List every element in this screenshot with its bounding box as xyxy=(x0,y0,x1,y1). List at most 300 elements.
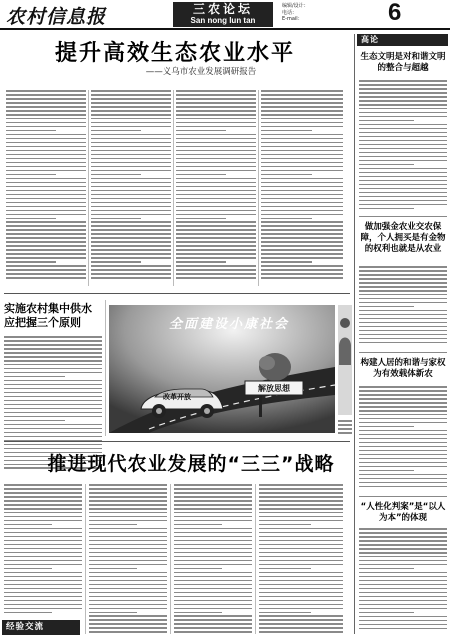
text-line xyxy=(261,130,312,132)
text-line xyxy=(359,314,447,316)
text-line xyxy=(359,302,447,304)
text-line xyxy=(359,486,447,488)
text-line xyxy=(89,556,167,558)
text-line xyxy=(6,241,86,243)
paper-name: 农村信息报 xyxy=(6,6,107,28)
text-line xyxy=(259,568,311,570)
text-line xyxy=(261,218,312,220)
text-line xyxy=(4,436,102,438)
text-line xyxy=(4,556,82,558)
text-line xyxy=(359,474,447,476)
text-line xyxy=(359,282,447,284)
text-line xyxy=(261,170,343,172)
text-line xyxy=(261,182,343,184)
text-line xyxy=(4,444,102,446)
text-line xyxy=(176,245,256,247)
text-line xyxy=(359,88,447,90)
text-line xyxy=(91,166,171,168)
text-line xyxy=(176,134,256,136)
text-line xyxy=(174,592,252,594)
text-line xyxy=(359,604,447,606)
text-line xyxy=(176,269,256,271)
text-line xyxy=(359,326,447,328)
column-rule xyxy=(4,293,350,294)
text-line xyxy=(6,138,86,140)
text-line xyxy=(174,564,252,566)
text-line xyxy=(91,206,171,208)
text-line xyxy=(6,202,86,204)
text-line xyxy=(359,386,447,388)
text-line xyxy=(89,516,167,518)
text-line xyxy=(6,150,86,152)
text-line xyxy=(261,118,343,120)
text-line xyxy=(174,548,252,550)
text-line xyxy=(261,122,343,124)
text-line xyxy=(261,126,343,128)
text-line xyxy=(261,178,343,180)
text-line xyxy=(4,428,102,430)
text-line xyxy=(174,580,252,582)
text-line xyxy=(359,172,447,174)
text-line xyxy=(89,584,167,586)
text-line xyxy=(359,298,447,300)
text-line xyxy=(6,186,86,188)
text-line xyxy=(91,90,171,92)
text-line xyxy=(359,84,447,86)
text-line xyxy=(174,496,252,498)
text-line xyxy=(359,430,447,432)
text-line xyxy=(259,532,343,534)
text-line xyxy=(176,241,256,243)
text-line xyxy=(6,229,86,231)
text-line xyxy=(89,504,167,506)
text-line xyxy=(261,186,343,188)
text-line xyxy=(91,126,171,128)
lead-article-body xyxy=(91,90,171,281)
text-line xyxy=(91,190,171,192)
text-line xyxy=(359,466,447,468)
text-line xyxy=(259,488,343,490)
text-line xyxy=(91,237,171,239)
text-line xyxy=(89,627,167,629)
text-line xyxy=(6,249,86,251)
text-line xyxy=(261,257,343,259)
text-line xyxy=(259,552,343,554)
text-line xyxy=(4,392,102,394)
text-line xyxy=(91,162,171,164)
text-line xyxy=(89,540,167,542)
text-line xyxy=(6,166,86,168)
text-line xyxy=(259,516,343,518)
text-line xyxy=(359,310,447,312)
text-line xyxy=(259,496,343,498)
text-line xyxy=(4,396,102,398)
text-line xyxy=(261,114,343,116)
text-line xyxy=(359,544,447,546)
text-line xyxy=(4,576,82,578)
text-line xyxy=(359,576,447,578)
text-line xyxy=(176,146,256,148)
text-line xyxy=(359,318,447,320)
text-line xyxy=(4,600,82,602)
text-line xyxy=(91,229,171,231)
text-line xyxy=(176,253,256,255)
text-line xyxy=(6,194,86,196)
text-line xyxy=(359,454,447,456)
text-line xyxy=(6,273,86,275)
bottom-article-body xyxy=(259,484,343,635)
text-line xyxy=(259,484,343,486)
text-line xyxy=(4,596,82,598)
text-line xyxy=(259,619,343,621)
text-line xyxy=(91,130,141,132)
text-line xyxy=(359,278,447,280)
text-line xyxy=(91,94,171,96)
text-line xyxy=(6,218,56,220)
text-line xyxy=(261,166,343,168)
text-line xyxy=(176,142,256,144)
text-line xyxy=(359,180,447,182)
text-line xyxy=(259,548,343,550)
text-line xyxy=(176,154,256,156)
text-line xyxy=(359,426,414,428)
text-line xyxy=(259,528,343,530)
text-line xyxy=(359,450,447,452)
text-line xyxy=(91,202,171,204)
text-line xyxy=(261,194,343,196)
text-line xyxy=(176,158,256,160)
right-item-body xyxy=(359,386,447,490)
text-line xyxy=(359,184,447,186)
text-line xyxy=(6,162,86,164)
text-line xyxy=(4,588,82,590)
right-item-rule xyxy=(359,352,447,353)
text-line xyxy=(261,106,343,108)
text-line xyxy=(176,229,256,231)
text-line xyxy=(89,528,167,530)
text-line xyxy=(359,204,447,206)
lead-headline: 提升高效生态农业水平 xyxy=(54,41,295,66)
text-line xyxy=(261,269,343,271)
text-line xyxy=(6,206,86,208)
text-line xyxy=(174,615,252,617)
text-line xyxy=(6,190,86,192)
text-line xyxy=(91,174,141,176)
text-line xyxy=(176,150,256,152)
section-rule xyxy=(4,441,350,442)
text-line xyxy=(259,612,311,614)
text-line xyxy=(261,154,343,156)
text-line xyxy=(174,516,252,518)
text-line xyxy=(4,496,82,498)
text-line xyxy=(261,229,343,231)
text-line xyxy=(359,140,447,142)
text-line xyxy=(359,442,447,444)
text-line xyxy=(6,269,86,271)
text-line xyxy=(4,608,82,610)
text-line xyxy=(6,265,86,267)
text-line xyxy=(89,492,167,494)
text-line xyxy=(261,98,343,100)
text-line xyxy=(359,112,447,114)
text-line xyxy=(6,245,86,247)
right-column-banner: 高论 xyxy=(357,34,448,46)
text-line xyxy=(359,338,447,340)
text-line xyxy=(174,572,252,574)
text-line xyxy=(4,532,82,534)
text-line xyxy=(259,504,343,506)
text-line xyxy=(4,504,82,506)
text-line xyxy=(261,233,343,235)
text-line xyxy=(259,592,343,594)
text-line xyxy=(261,146,343,148)
text-line xyxy=(259,556,343,558)
text-line xyxy=(4,592,82,594)
text-line xyxy=(261,253,343,255)
text-line xyxy=(4,352,102,354)
text-line xyxy=(4,416,102,418)
text-line xyxy=(91,273,171,275)
text-line xyxy=(259,524,311,526)
text-line xyxy=(261,273,343,275)
text-line xyxy=(176,261,226,263)
text-line xyxy=(4,492,82,494)
text-line xyxy=(6,210,86,212)
text-line xyxy=(174,560,252,562)
text-line xyxy=(261,225,343,227)
right-item-headline: 生态文明是对和谐文明的整合与超越 xyxy=(360,52,446,73)
text-line xyxy=(261,142,343,144)
text-line xyxy=(359,334,447,336)
text-line xyxy=(89,619,167,621)
text-line xyxy=(359,192,447,194)
text-line xyxy=(91,277,171,279)
text-line xyxy=(91,198,171,200)
text-line xyxy=(176,233,256,235)
text-line xyxy=(359,620,447,622)
text-line xyxy=(91,138,171,140)
text-line xyxy=(89,508,167,510)
text-line xyxy=(359,532,447,534)
text-line xyxy=(261,90,343,92)
text-line xyxy=(4,384,102,386)
text-line xyxy=(89,612,137,614)
issue-info-line: 编辑/设计： xyxy=(282,3,309,9)
text-line xyxy=(4,488,82,490)
text-line xyxy=(174,568,222,570)
text-line xyxy=(176,118,256,120)
text-line xyxy=(6,126,86,128)
text-line xyxy=(4,548,82,550)
text-line xyxy=(261,221,343,223)
text-line xyxy=(259,604,343,606)
text-line xyxy=(359,616,447,618)
text-line xyxy=(359,164,414,166)
text-line xyxy=(89,496,167,498)
text-line xyxy=(6,233,86,235)
text-line xyxy=(4,408,102,410)
text-line xyxy=(4,424,102,426)
text-line xyxy=(174,540,252,542)
right-item-body xyxy=(359,80,447,211)
text-line xyxy=(359,108,447,110)
text-line xyxy=(89,592,167,594)
section-pinyin: San nong lun tan xyxy=(190,16,256,25)
sidebar-headline: 实施农村集中供水应把握三个原则 xyxy=(4,302,92,329)
text-line xyxy=(176,265,256,267)
text-line xyxy=(4,432,102,434)
page-number: 6 xyxy=(388,0,402,26)
text-line xyxy=(359,322,447,324)
text-line xyxy=(359,458,447,460)
text-line xyxy=(4,520,82,522)
text-line xyxy=(4,552,82,554)
text-line xyxy=(259,500,343,502)
text-line xyxy=(176,102,256,104)
text-line xyxy=(4,348,102,350)
text-line xyxy=(174,600,252,602)
text-line xyxy=(359,148,447,150)
text-line xyxy=(89,596,167,598)
text-line xyxy=(259,544,343,546)
section-tag-banner: 经验交流 xyxy=(2,620,80,635)
text-line xyxy=(359,556,447,558)
illustration-side-text xyxy=(338,420,352,436)
text-line xyxy=(359,132,447,134)
text-line xyxy=(6,106,86,108)
text-line xyxy=(91,221,171,223)
issue-info-line: E-mail： xyxy=(282,16,303,23)
text-line xyxy=(4,536,82,538)
text-line xyxy=(89,600,167,602)
text-line xyxy=(359,482,447,484)
text-line xyxy=(4,524,52,526)
text-line xyxy=(4,404,102,406)
column-rule xyxy=(258,90,259,286)
text-line xyxy=(359,188,447,190)
text-line xyxy=(176,174,226,176)
text-line xyxy=(176,249,256,251)
text-line xyxy=(89,552,167,554)
text-line xyxy=(4,340,102,342)
text-line xyxy=(89,520,167,522)
text-line xyxy=(91,257,171,259)
text-line xyxy=(359,286,447,288)
text-line xyxy=(6,214,86,216)
text-line xyxy=(91,106,171,108)
text-line xyxy=(359,410,447,412)
author-photo-art xyxy=(338,305,352,415)
text-line xyxy=(176,98,256,100)
text-line xyxy=(338,432,352,434)
text-line xyxy=(174,608,252,610)
text-line xyxy=(359,600,447,602)
text-line xyxy=(6,154,86,156)
text-line xyxy=(359,462,447,464)
text-line xyxy=(176,130,226,132)
text-line xyxy=(359,446,447,448)
bottom-article-body xyxy=(89,484,167,635)
text-line xyxy=(359,128,447,130)
text-line xyxy=(261,102,343,104)
text-line xyxy=(176,110,256,112)
text-line xyxy=(259,572,343,574)
text-line xyxy=(259,596,343,598)
issue-info-line: 电话： xyxy=(282,9,298,16)
text-line xyxy=(338,420,352,422)
text-line xyxy=(261,158,343,160)
text-line xyxy=(174,619,252,621)
text-line xyxy=(259,536,343,538)
text-line xyxy=(4,400,102,402)
text-line xyxy=(4,564,82,566)
text-line xyxy=(259,608,343,610)
text-line xyxy=(91,265,171,267)
text-line xyxy=(174,500,252,502)
text-line xyxy=(4,368,102,370)
text-line xyxy=(359,422,447,424)
lead-article-body xyxy=(6,90,86,281)
text-line xyxy=(261,206,343,208)
column-rule xyxy=(105,300,106,436)
lead-article-body xyxy=(261,90,343,281)
text-line xyxy=(261,245,343,247)
text-line xyxy=(6,158,86,160)
text-line xyxy=(176,206,256,208)
text-line xyxy=(89,524,137,526)
text-line xyxy=(89,512,167,514)
text-line xyxy=(359,548,447,550)
text-line xyxy=(359,584,447,586)
text-line xyxy=(359,306,414,308)
text-line xyxy=(176,237,256,239)
text-line xyxy=(89,500,167,502)
text-line xyxy=(338,424,352,426)
text-line xyxy=(259,560,343,562)
text-line xyxy=(261,277,343,279)
text-line xyxy=(6,174,56,176)
text-line xyxy=(6,198,86,200)
text-line xyxy=(359,294,447,296)
text-line xyxy=(359,92,447,94)
text-line xyxy=(6,237,86,239)
text-line xyxy=(4,584,82,586)
text-line xyxy=(89,580,167,582)
right-item-body xyxy=(359,266,447,346)
text-line xyxy=(174,627,252,629)
text-line xyxy=(359,470,414,472)
text-line xyxy=(176,190,256,192)
text-line xyxy=(174,492,252,494)
text-line xyxy=(259,580,343,582)
text-line xyxy=(174,588,252,590)
text-line xyxy=(4,380,102,382)
right-item-rule xyxy=(359,216,447,217)
text-line xyxy=(174,484,252,486)
text-line xyxy=(174,552,252,554)
text-line xyxy=(261,174,312,176)
text-line xyxy=(91,218,141,220)
text-line xyxy=(91,210,171,212)
text-line xyxy=(91,225,171,227)
text-line xyxy=(359,580,447,582)
text-line xyxy=(174,524,222,526)
text-line xyxy=(91,102,171,104)
text-line xyxy=(359,270,447,272)
text-line xyxy=(91,170,171,172)
text-line xyxy=(359,528,447,530)
text-line xyxy=(4,420,65,422)
